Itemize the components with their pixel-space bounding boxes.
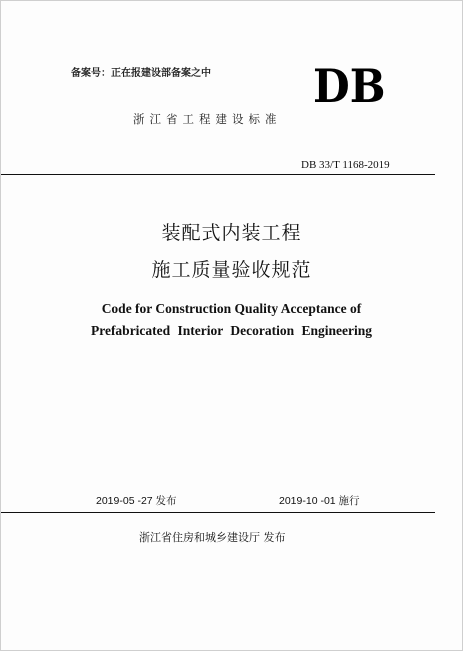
standard-number: DB 33/T 1168-2019: [301, 159, 390, 171]
title-en-line-2: Prefabricated Interior Decoration Engineering: [90, 323, 373, 338]
db-logo: DB: [313, 59, 386, 113]
title-en-line-1: Code for Construction Quality Acceptance of: [101, 301, 362, 316]
standard-type: 浙江省工程建设标准: [133, 112, 282, 126]
title-cn-line-1: 装配式内装工程: [161, 222, 302, 244]
bottom-divider: [1, 512, 435, 513]
issue-date: 2019-05 -27 发布: [96, 495, 177, 507]
record-number: 备案号：正在报建设部备案之中: [71, 68, 211, 79]
top-divider: [1, 174, 435, 175]
issuer: 浙江省住房和城乡建设厅 发布: [139, 531, 286, 544]
title-cn-line-2: 施工质量验收规范: [151, 259, 312, 281]
implement-date: 2019-10 -01 施行: [279, 495, 360, 507]
